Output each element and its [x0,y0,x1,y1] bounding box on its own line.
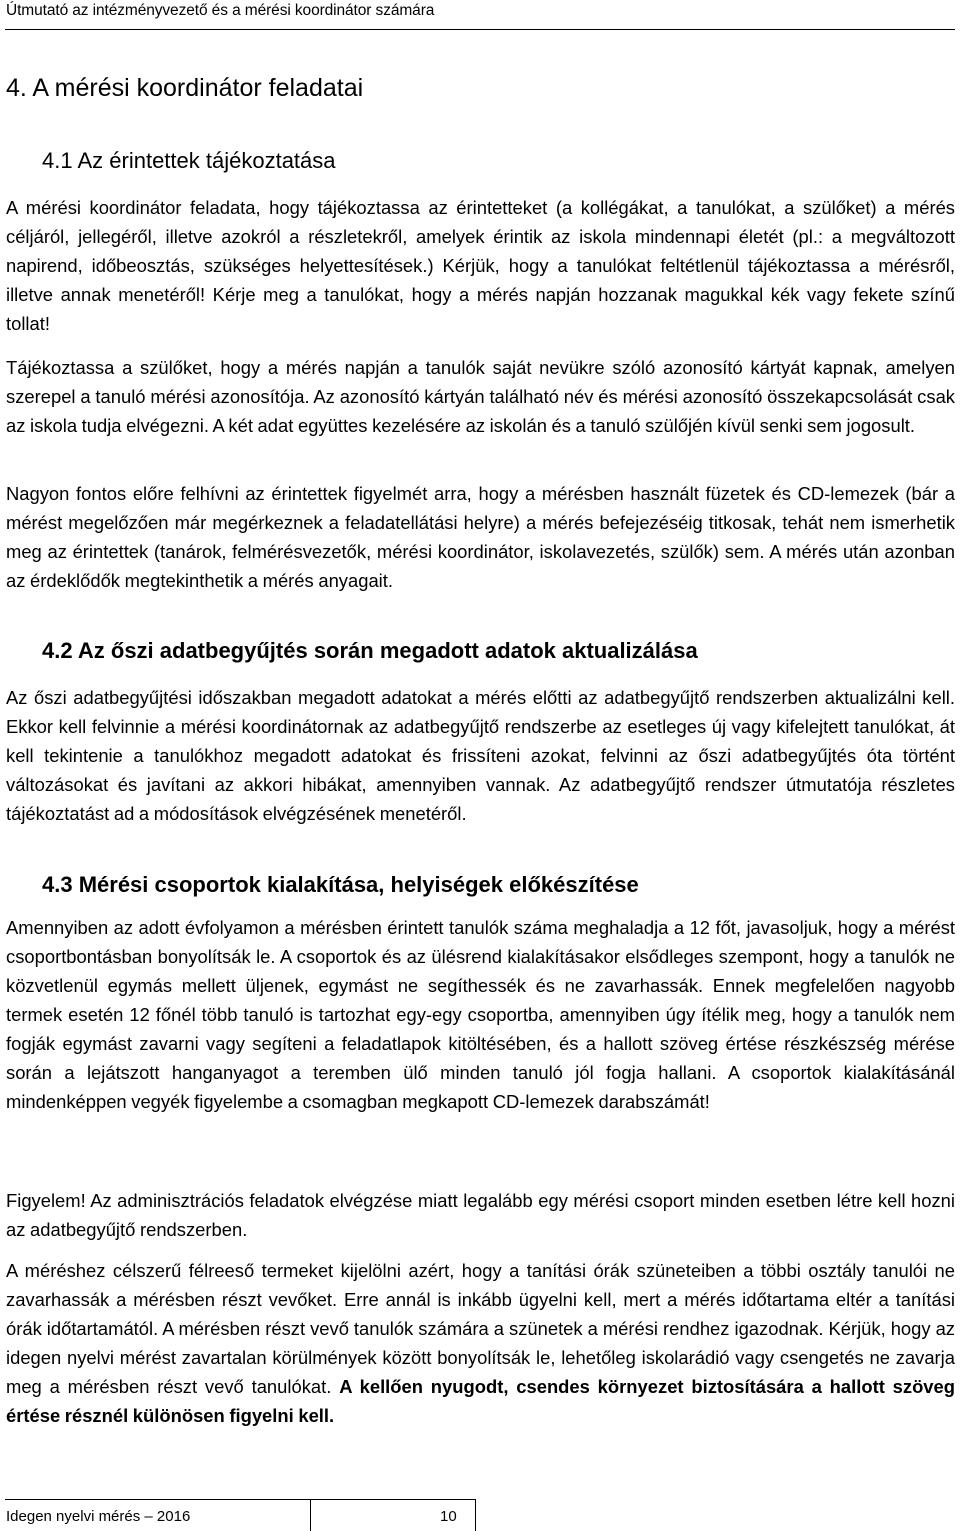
section-heading-4-1: 4.1 Az érintettek tájékoztatása [42,148,336,173]
header-divider [5,29,955,30]
emphasis-sentence: A kellően nyugodt, csendes környezet biztosítására a hallott szöveg értése résznél különösen figyelni kell. [6,1376,955,1426]
paragraph: Amennyiben az adott évfolyamon a mérésben érintett tanulók száma meghaladja a 12 főt, javasoljuk, hogy a mérést csoportbontásban bonyolítsák le. A csoportok és az ülésrend kialakításakor elsődleges szempont, hogy a tanulók ne közvetlenül egymás mellett üljenek, egymást ne segíthessék és ne zavarhassák. Ennek megfelelően nagyobb termek esetén 12 főnél több tanuló is tartozhat egy-egy csoportba, amennyiben úgy ítélik meg, hogy a tanulók nem fogják egymást zavarni vagy segíteni a feladatlapok kitöltésében, és a hallott szöveg értése részkészség mérése során a lejátszott hanganyagot a teremben ülő minden tanuló jól fogja hallani. A csoportok kialakításánál mindenképpen vegyék figyelembe a csomagban megkapott CD-lemezek darabszámát! [6,917,955,1112]
footer-cell-divider [475,1499,476,1531]
footer-cell-divider [310,1499,311,1531]
footer-title: Idegen nyelvi mérés – 2016 [6,1508,191,1525]
paragraph: Nagyon fontos előre felhívni az érintettek figyelmét arra, hogy a mérésben használt füzetek és CD-lemezek (bár a mérést megelőzően már megérkeznek a feladatellátási helyre) a mérés befejezéséig titkosak, tehát nem ismerhetik meg az érintettek (tanárok, felmérésvezetők, mérési koordinátor, iskolavezetés, szülők) sem. A mérés után azonban az érdeklődők megtekinthetik a mérés anyagait. [6,483,955,591]
paragraph-with-emphasis [6,1256,955,1430]
paragraph: A mérési koordinátor feladata, hogy tájékoztassa az érintetteket (a kollégákat, a tanulókat, a szülőket) a mérés céljáról, jellegéről, illetve azokról a részletekről, amelyek érintik az iskola mindennapi életét (pl.: a megváltozott napirend, időbeosztás, szükséges helyettesítések.) Kérjük, hogy a tanulókat feltétlenül tájékoztassa a mérésről, illetve annak menetéről! Kérje meg a tanulókat, hogy a mérés napján hozzanak magukkal kék vagy fekete színű tollat! [6,197,955,334]
paragraph-text: A méréshez célszerű félreeső termeket kijelölni azért, hogy a tanítási órák szüneteiben a többi osztály tanulói ne zavarhassák a mérésben részt vevőket. Erre annál is inkább ügyelni kell, mert a mérés időtartama eltér a tanítási órák időtartamától. A mérésben részt vevő tanulók számára a szünetek a mérési rendhez igazodnak. Kérjük, hogy az idegen nyelvi mérést zavartalan körülmények között bonyolítsák le, lehetőleg iskolarádió vagy csengetés ne zavarja meg a mérésben részt vevő tanulókat. [6,1260,955,1397]
running-header: Útmutató az intézményvezető és a mérési koordinátor számára [6,2,435,19]
section-heading-4-2: 4.2 Az őszi adatbegyűjtés során megadott adatok aktualizálása [42,638,698,663]
paragraph: Tájékoztassa a szülőket, hogy a mérés napján a tanulók saját nevükre szóló azonosító kártyát kapnak, amelyen szerepel a tanuló mérési azonosítója. Az azonosító kártyán található név és mérési azonosító összekapcsolását csak az iskola tudja elvégezni. A két adat együttes kezelésére az iskolán és a tanuló szülőjén kívül senki sem jogosult. [6,357,955,436]
paragraph: Az őszi adatbegyűjtési időszakban megadott adatokat a mérés előtti az adatbegyűjtő rendszerben aktualizálni kell. Ekkor kell felvinnie a mérési koordinátornak az adatbegyűjtő rendszerbe az esetleges új vagy kifelejtett tanulókat, át kell tekintenie a tanulókhoz megadott adatokat és frissíteni azokat, felvinni az őszi adatbegyűjtés óta történt változásokat és javítani az akkori hibákat, amennyiben vannak. Az adatbegyűjtő rendszer útmutatója részletes tájékoztatást ad a módosítások elvégzésének menetéről. [6,687,955,824]
footer-divider [5,1499,475,1500]
page-number: 10 [440,1508,457,1525]
section-heading-4-3: 4.3 Mérési csoportok kialakítása, helyiségek előkészítése [42,872,639,897]
paragraph: Figyelem! Az adminisztrációs feladatok elvégzése miatt legalább egy mérési csoport minden esetben létre kell hozni az adatbegyűjtő rendszerben. [6,1190,955,1240]
chapter-title: 4. A mérési koordinátor feladatai [6,74,364,102]
